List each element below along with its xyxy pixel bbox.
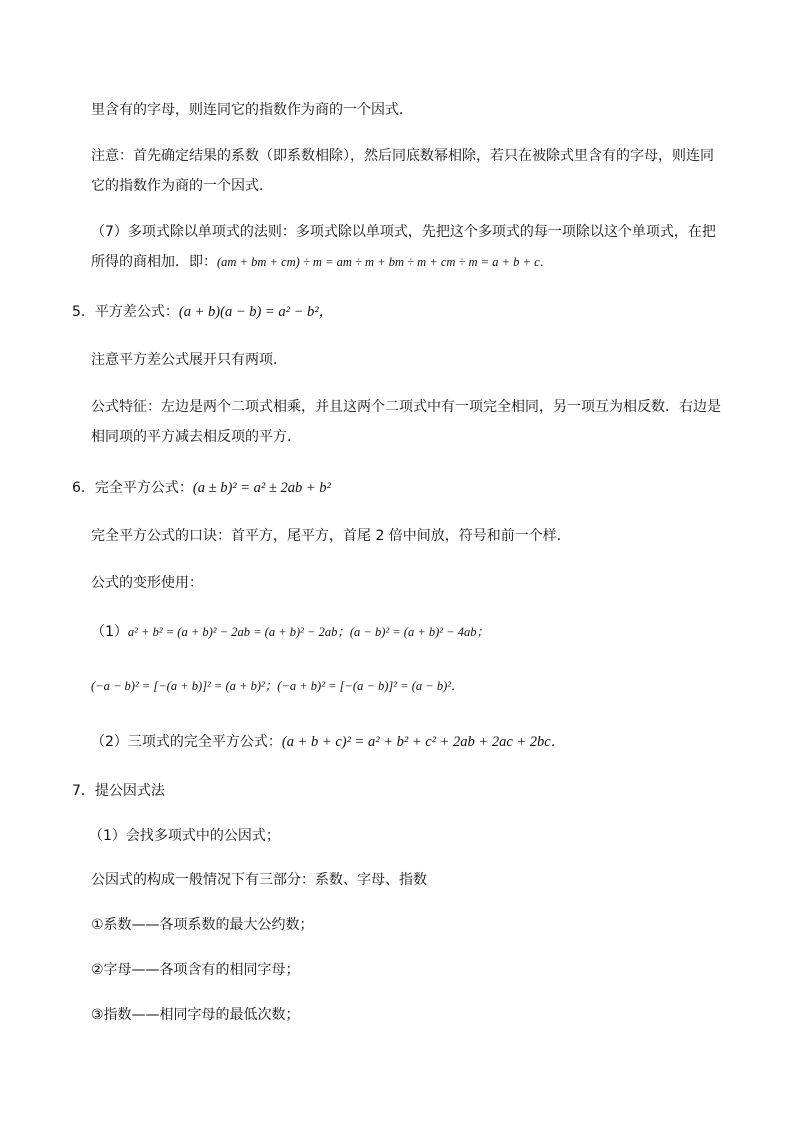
variant-1-formula: a² + b² = (a + b)² − 2ab = (a + b)² − 2ab；(a − b)² = (a + b)² − 4ab；: [127, 625, 489, 639]
item-5-heading: [72, 302, 333, 322]
paragraph-diff-squares-note: 注意平方差公式展开只有两项．: [91, 352, 287, 368]
item-5-label: 5．平方差公式：: [72, 304, 179, 320]
paragraph-feature-line2: 相同项的平方减去相反项的平方．: [91, 429, 301, 445]
list-item-coefficient: ①系数——各项系数的最大公约数；: [91, 917, 314, 933]
paragraph-quotient-factor: 里含有的字母，则连同它的指数作为商的一个因式．: [91, 102, 413, 118]
trinomial-formula: (a + b + c)² = a² + b² + c² + 2ab + 2ac + 2bc．: [281, 734, 566, 750]
item-6-formula: (a ± b)² = a² ± 2ab + b²: [192, 480, 331, 496]
item-5-formula: (a + b)(a − b) = a² − b²，: [178, 304, 334, 320]
rule7-formula: (am + bm + cm) ÷ m = am ÷ m + bm ÷ m + cm ÷ m = a + b + c．: [217, 255, 553, 269]
formula-trinomial: [91, 732, 565, 752]
list-item-letters: ②字母——各项含有的相同字母；: [91, 962, 300, 978]
paragraph-rule7-line1: （7）多项式除以单项式的法则：多项式除以单项式，先把这个多项式的每一项除以这个单项式，在把: [91, 224, 716, 240]
paragraph-rule7-line2: [91, 252, 552, 272]
item-6-heading: [72, 478, 331, 498]
paragraph-factor-parts: 公因式的构成一般情况下有三部分：系数、字母、指数: [91, 872, 427, 888]
paragraph-mnemonic: 完全平方公式的口诀：首平方，尾平方，首尾 2 倍中间放，符号和前一个样．: [91, 528, 571, 544]
formula-variant-1: [91, 622, 489, 642]
trinomial-label: （2）三项式的完全平方公式：: [91, 734, 282, 750]
paragraph-note-line1: 注意：首先确定结果的系数（即系数相除），然后同底数幂相除，若只在被除式里含有的字母，则连同: [91, 148, 714, 164]
variant-1-label: （1）: [91, 624, 128, 640]
list-item-exponent: ③指数——相同字母的最低次数；: [91, 1007, 300, 1023]
paragraph-find-common-factor: （1）会找多项式中的公因式；: [89, 828, 280, 844]
paragraph-note-line2: 它的指数作为商的一个因式．: [91, 178, 273, 194]
variant-2-formula: (−a − b)² = [−(a + b)]² = (a + b)²；(−a + b)² = [−(a − b)]² = (a − b)²．: [91, 679, 464, 693]
formula-variant-2: [91, 676, 464, 696]
rule7-text: 所得的商相加．即：: [91, 254, 217, 270]
item-6-label: 6．完全平方公式：: [72, 480, 193, 496]
paragraph-variants-heading: 公式的变形使用：: [91, 575, 203, 591]
paragraph-feature-line1: 公式特征：左边是两个二项式相乘，并且这两个二项式中有一项完全相同，另一项互为相反数．右边是: [91, 399, 721, 415]
item-7-heading: 7．提公因式法: [72, 783, 165, 799]
